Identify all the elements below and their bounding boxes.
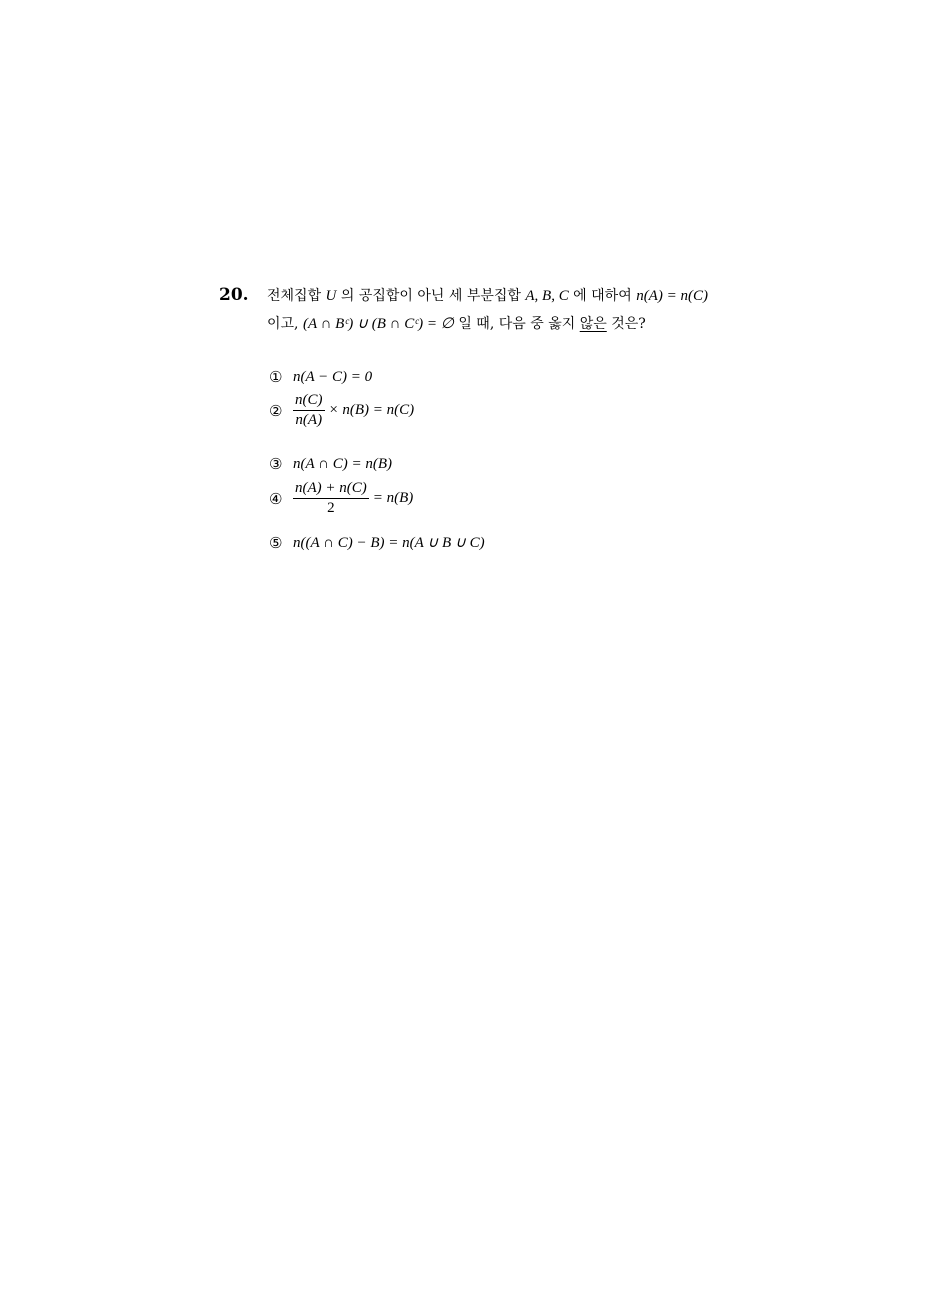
stem-math: U <box>325 288 337 304</box>
choice-mark: ① <box>269 368 283 386</box>
question-stem <box>267 282 787 338</box>
stem-text: 일 때, 다음 중 옳지 <box>453 316 580 332</box>
question-number: 20. <box>219 285 249 305</box>
choice-mark: ⑤ <box>269 533 283 552</box>
choice-3[interactable] <box>269 455 392 473</box>
choice-mark: ③ <box>269 455 283 473</box>
choice-expression <box>293 480 413 517</box>
choice-mark: ④ <box>269 489 283 508</box>
fraction-denominator: 2 <box>327 500 335 516</box>
stem-text: 것은? <box>606 316 646 332</box>
choice-2[interactable] <box>269 392 414 429</box>
choice-mark: ② <box>269 401 283 420</box>
choice-expression <box>293 392 414 429</box>
stem-line-1 <box>267 282 787 310</box>
fraction-numerator: n(A) + n(C) <box>293 480 369 499</box>
stem-math: (A ∩ Bᶜ) ∪ (B ∩ Cᶜ) = ∅ <box>302 316 454 332</box>
stem-text: 에 대하여 <box>568 288 637 304</box>
fraction <box>293 480 369 517</box>
stem-math: n(A) = n(C) <box>636 288 708 304</box>
fraction-numerator: n(C) <box>293 392 325 411</box>
choice-expression: n(A ∩ C) = n(B) <box>293 455 392 472</box>
choice-1[interactable] <box>269 368 372 386</box>
choice-expression: n((A ∩ C) − B) = n(A ∪ B ∪ C) <box>293 535 485 551</box>
fraction <box>293 392 325 429</box>
stem-line-2 <box>267 310 787 338</box>
choice-expression: n(A − C) = 0 <box>293 368 373 385</box>
choice-4[interactable] <box>269 480 413 517</box>
stem-underlined-word: 않은 <box>579 316 607 332</box>
expression-tail: × n(B) = n(C) <box>328 402 415 418</box>
stem-math: A, B, C <box>525 288 569 304</box>
stem-text: 이고, <box>267 316 303 332</box>
expression-tail: = n(B) <box>372 490 414 506</box>
stem-text: 의 공집합이 아닌 세 부분집합 <box>336 288 526 304</box>
stem-text: 전체집합 <box>267 288 326 304</box>
fraction-denominator: n(A) <box>295 412 323 428</box>
choice-5[interactable] <box>269 533 485 552</box>
